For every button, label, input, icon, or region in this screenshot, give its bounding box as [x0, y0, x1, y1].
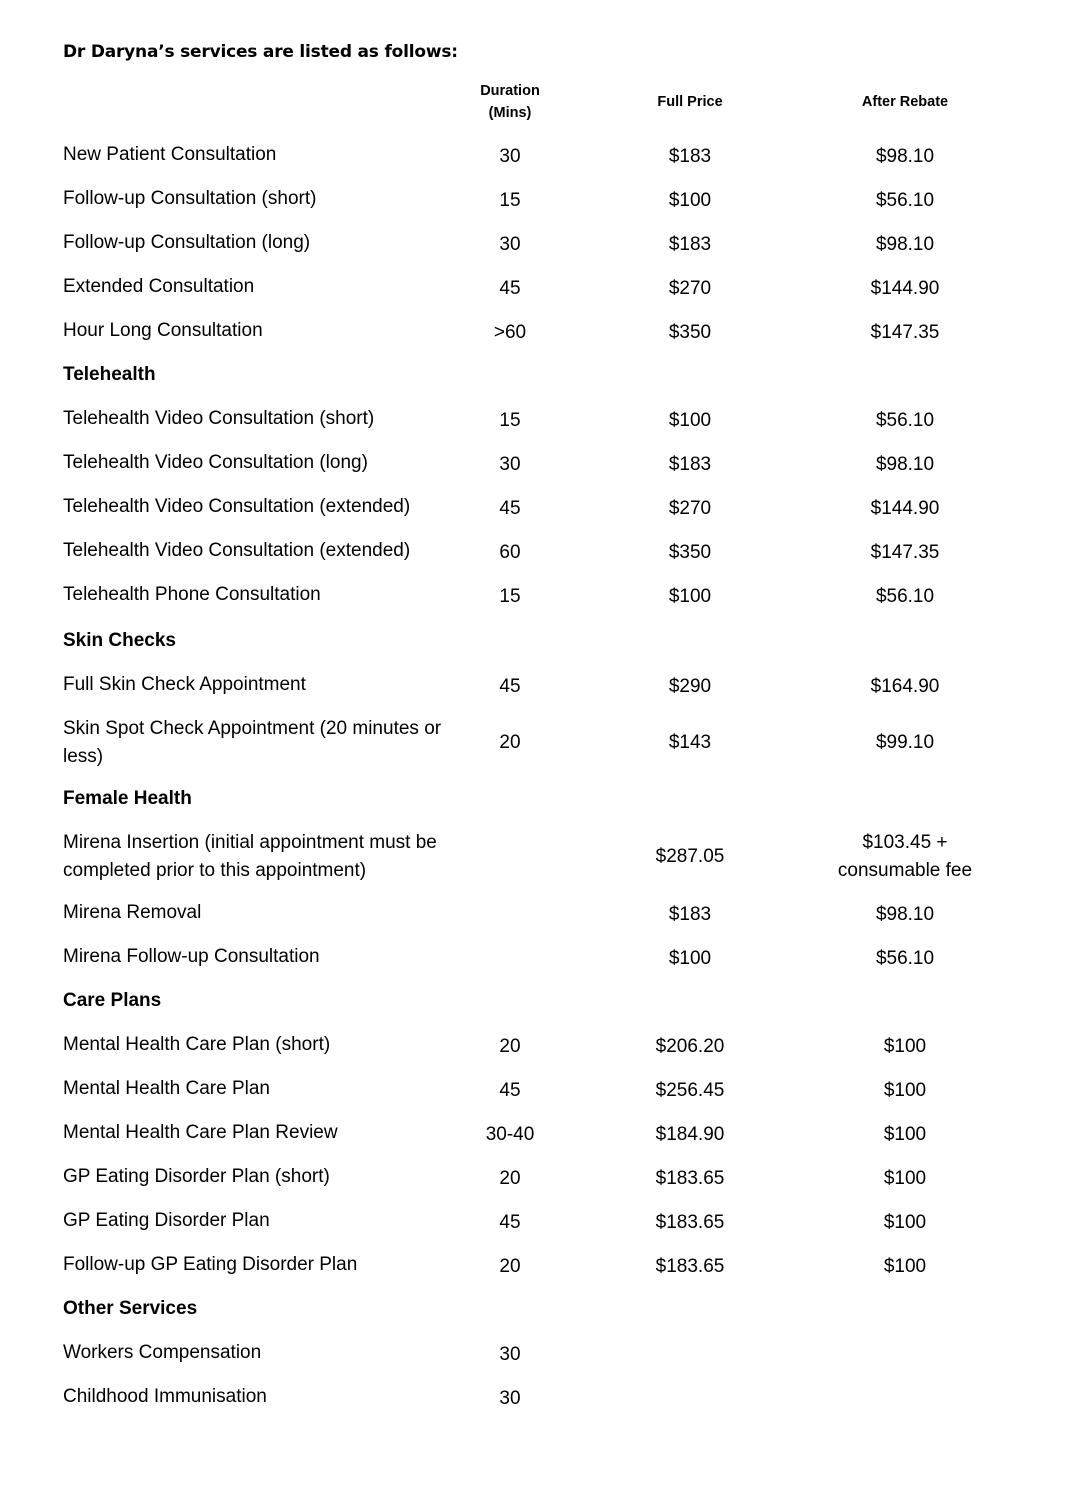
service-full-price: $350: [668, 322, 712, 343]
service-name: Childhood Immunisation: [63, 1386, 267, 1407]
table-row: [0, 1075, 1088, 1103]
service-after-rebate: $98.10: [875, 454, 935, 475]
service-duration: 60: [499, 542, 521, 563]
service-duration: 15: [499, 410, 521, 431]
service-full-price: $183.65: [655, 1168, 725, 1189]
service-full-price: $183: [668, 904, 712, 925]
service-full-price: $100: [668, 190, 712, 211]
service-duration: 30-40: [485, 1124, 535, 1145]
service-after-rebate: $100: [883, 1168, 927, 1189]
service-full-price: $100: [668, 948, 712, 969]
service-duration: 45: [499, 498, 521, 519]
service-duration: 45: [499, 278, 521, 299]
service-full-price: $100: [668, 410, 712, 431]
table-row: [0, 405, 1088, 433]
service-after-rebate: $56.10: [875, 190, 935, 211]
service-duration: 45: [499, 1080, 521, 1101]
service-full-price: $350: [668, 542, 712, 563]
table-row: [0, 185, 1088, 213]
service-after-rebate: $147.35: [870, 322, 940, 343]
service-duration: 20: [499, 732, 521, 753]
service-name: Mirena Removal: [63, 902, 202, 923]
service-after-rebate: $100: [883, 1256, 927, 1277]
service-name: Extended Consultation: [63, 276, 255, 297]
service-name: Hour Long Consultation: [63, 320, 263, 341]
table-row: [0, 537, 1088, 565]
service-full-price: $206.20: [655, 1036, 725, 1057]
table-row: [0, 229, 1088, 257]
header-full-price: Full Price: [657, 94, 723, 110]
service-after-rebate: $98.10: [875, 904, 935, 925]
table-row: [0, 1163, 1088, 1191]
section-title: Female Health: [63, 788, 192, 809]
section-heading: [0, 785, 1088, 813]
service-duration: 30: [499, 1388, 521, 1409]
table-row: [0, 829, 1088, 885]
service-full-price: $290: [668, 676, 712, 697]
table-row: [0, 1031, 1088, 1059]
service-after-rebate: $164.90: [870, 676, 940, 697]
service-name: Telehealth Video Consultation (short): [63, 408, 375, 429]
section-heading: [0, 361, 1088, 389]
page-title: Dr Daryna’s services are listed as follows:: [63, 42, 458, 62]
service-duration: 30: [499, 1344, 521, 1365]
section-heading: [0, 1295, 1088, 1323]
service-full-price: $270: [668, 278, 712, 299]
service-full-price: $183: [668, 146, 712, 167]
service-full-price: $183: [668, 234, 712, 255]
service-after-rebate: $100: [883, 1080, 927, 1101]
table-row: [0, 1383, 1088, 1411]
table-row: [0, 1119, 1088, 1147]
service-full-price: $100: [668, 586, 712, 607]
table-row: [0, 943, 1088, 971]
service-after-rebate: $147.35: [870, 542, 940, 563]
table-row: [0, 671, 1088, 699]
service-after-rebate: $56.10: [875, 948, 935, 969]
service-after-rebate: $99.10: [875, 732, 935, 753]
table-row: [0, 715, 1088, 771]
service-duration: 30: [499, 454, 521, 475]
service-name: Follow-up GP Eating Disorder Plan: [63, 1254, 358, 1275]
service-after-rebate: $144.90: [870, 278, 940, 299]
service-full-price: $183.65: [655, 1256, 725, 1277]
table-row: [0, 141, 1088, 169]
service-name: Mental Health Care Plan (short): [63, 1034, 331, 1055]
header-after-rebate: After Rebate: [861, 94, 949, 110]
service-name: Follow-up Consultation (long): [63, 232, 311, 253]
service-duration: 15: [499, 586, 521, 607]
service-name: Mirena Insertion (initial appointment must be completed prior to this appointment): [63, 832, 437, 881]
service-full-price: $143: [668, 732, 712, 753]
section-heading: [0, 987, 1088, 1015]
section-title: Skin Checks: [63, 630, 176, 651]
service-after-rebate: $144.90: [870, 498, 940, 519]
service-duration: 30: [499, 146, 521, 167]
service-full-price: $183.65: [655, 1212, 725, 1233]
service-duration: 45: [499, 676, 521, 697]
service-after-rebate: $56.10: [875, 586, 935, 607]
service-after-rebate: $98.10: [875, 146, 935, 167]
service-name: Mental Health Care Plan: [63, 1078, 270, 1099]
service-name: Mirena Follow-up Consultation: [63, 946, 320, 967]
table-row: [0, 1207, 1088, 1235]
service-full-price: $183: [668, 454, 712, 475]
section-title: Telehealth: [63, 364, 156, 385]
table-row: [0, 493, 1088, 521]
service-name: Telehealth Video Consultation (extended): [63, 496, 411, 517]
service-duration: 30: [499, 234, 521, 255]
service-duration: 20: [499, 1168, 521, 1189]
header-duration: [450, 80, 570, 124]
table-row: [0, 1251, 1088, 1279]
service-name: Telehealth Video Consultation (extended): [63, 540, 411, 561]
service-duration: >60: [493, 322, 527, 343]
table-row: [0, 449, 1088, 477]
service-after-rebate: $100: [883, 1124, 927, 1145]
service-name: GP Eating Disorder Plan (short): [63, 1166, 330, 1187]
service-full-price: $184.90: [655, 1124, 725, 1145]
header-duration-line1: Duration: [480, 83, 540, 99]
service-name: New Patient Consultation: [63, 144, 277, 165]
service-full-price: $287.05: [655, 846, 725, 867]
service-duration: 15: [499, 190, 521, 211]
section-heading: [0, 627, 1088, 655]
table-row: [0, 581, 1088, 609]
service-duration: 20: [499, 1256, 521, 1277]
service-name: Skin Spot Check Appointment (20 minutes or less): [63, 718, 442, 767]
table-row: [0, 899, 1088, 927]
service-after-rebate: $56.10: [875, 410, 935, 431]
header-duration-line2: (Mins): [488, 105, 532, 121]
service-duration: 20: [499, 1036, 521, 1057]
table-row: [0, 273, 1088, 301]
service-full-price: $256.45: [655, 1080, 725, 1101]
service-after-rebate: $100: [883, 1212, 927, 1233]
section-title: Care Plans: [63, 990, 162, 1011]
service-name: Telehealth Video Consultation (long): [63, 452, 368, 473]
service-after-rebate: $100: [883, 1036, 927, 1057]
service-name: Workers Compensation: [63, 1342, 262, 1363]
service-name: Full Skin Check Appointment: [63, 674, 306, 695]
service-duration: 45: [499, 1212, 521, 1233]
service-name: Mental Health Care Plan Review: [63, 1122, 338, 1143]
table-row: [0, 1339, 1088, 1367]
service-name: GP Eating Disorder Plan: [63, 1210, 270, 1231]
section-title: Other Services: [63, 1298, 198, 1319]
service-full-price: $270: [668, 498, 712, 519]
service-name: Telehealth Phone Consultation: [63, 584, 321, 605]
table-row: [0, 317, 1088, 345]
service-after-rebate: $98.10: [875, 234, 935, 255]
service-after-rebate: $103.45 + consumable fee: [837, 832, 973, 881]
service-name: Follow-up Consultation (short): [63, 188, 317, 209]
